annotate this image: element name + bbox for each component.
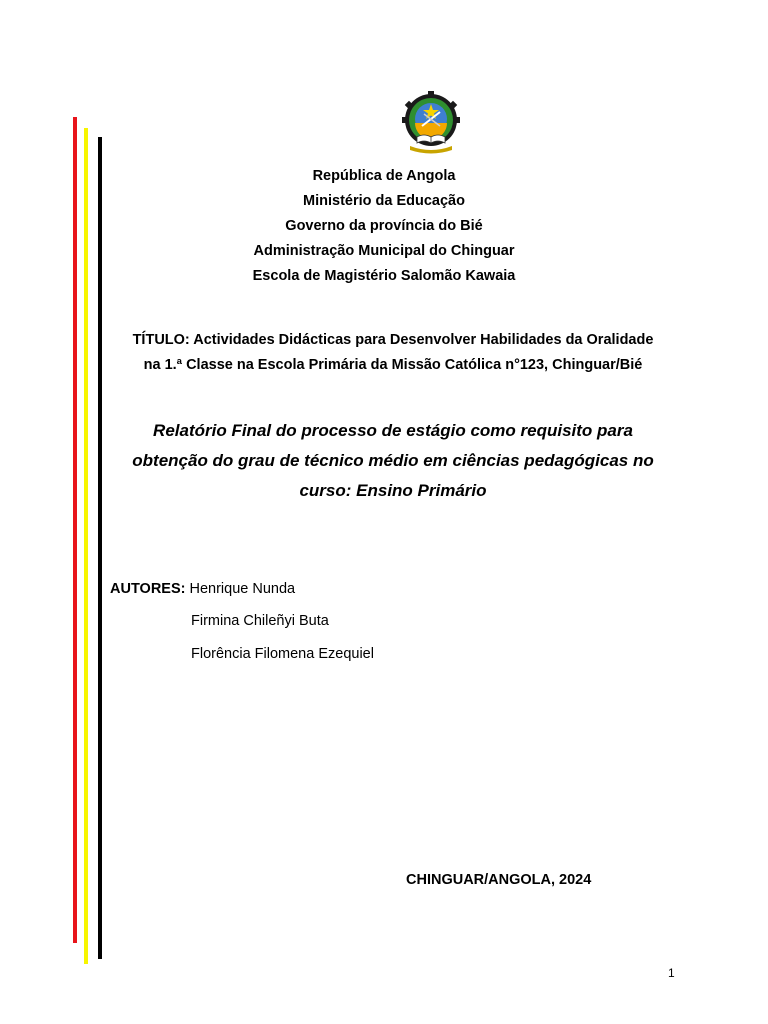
- title-line-1: TÍTULO: Actividades Didácticas para Desenvolver Habilidades da Oralidade: [132, 332, 654, 348]
- report-line-2: obtenção do grau de técnico médio em ciências pedagógicas no: [132, 451, 654, 470]
- document-title: [108, 328, 678, 378]
- title-line-2: na 1.ª Classe na Escola Primária da Missão Católica n°123, Chinguar/Bié: [143, 357, 643, 373]
- page-number: 1: [668, 966, 675, 980]
- report-line-3: curso: Ensino Primário: [299, 481, 487, 500]
- place-and-year: CHINGUAR/ANGOLA, 2024: [406, 872, 592, 888]
- header-school: Escola de Magistério Salomão Kawaia: [252, 268, 516, 284]
- author-name: Florência Filomena Ezequiel: [191, 646, 374, 662]
- header-ministry: Ministério da Educação: [303, 193, 465, 209]
- report-line-1: Relatório Final do processo de estágio como requisito para: [153, 421, 633, 440]
- angola-coat-of-arms-icon: [398, 90, 464, 156]
- header-administration: Administração Municipal do Chinguar: [253, 243, 515, 259]
- header-republic: República de Angola: [312, 168, 456, 184]
- institution-header: [0, 164, 768, 289]
- report-description: [108, 416, 678, 506]
- authors-first-line: [110, 578, 295, 600]
- author-name: Henrique Nunda: [189, 581, 296, 597]
- authors-label: AUTORES:: [110, 581, 186, 597]
- author-name: Firmina Chileñyi Buta: [191, 613, 329, 629]
- header-province: Governo da província do Bié: [285, 218, 483, 234]
